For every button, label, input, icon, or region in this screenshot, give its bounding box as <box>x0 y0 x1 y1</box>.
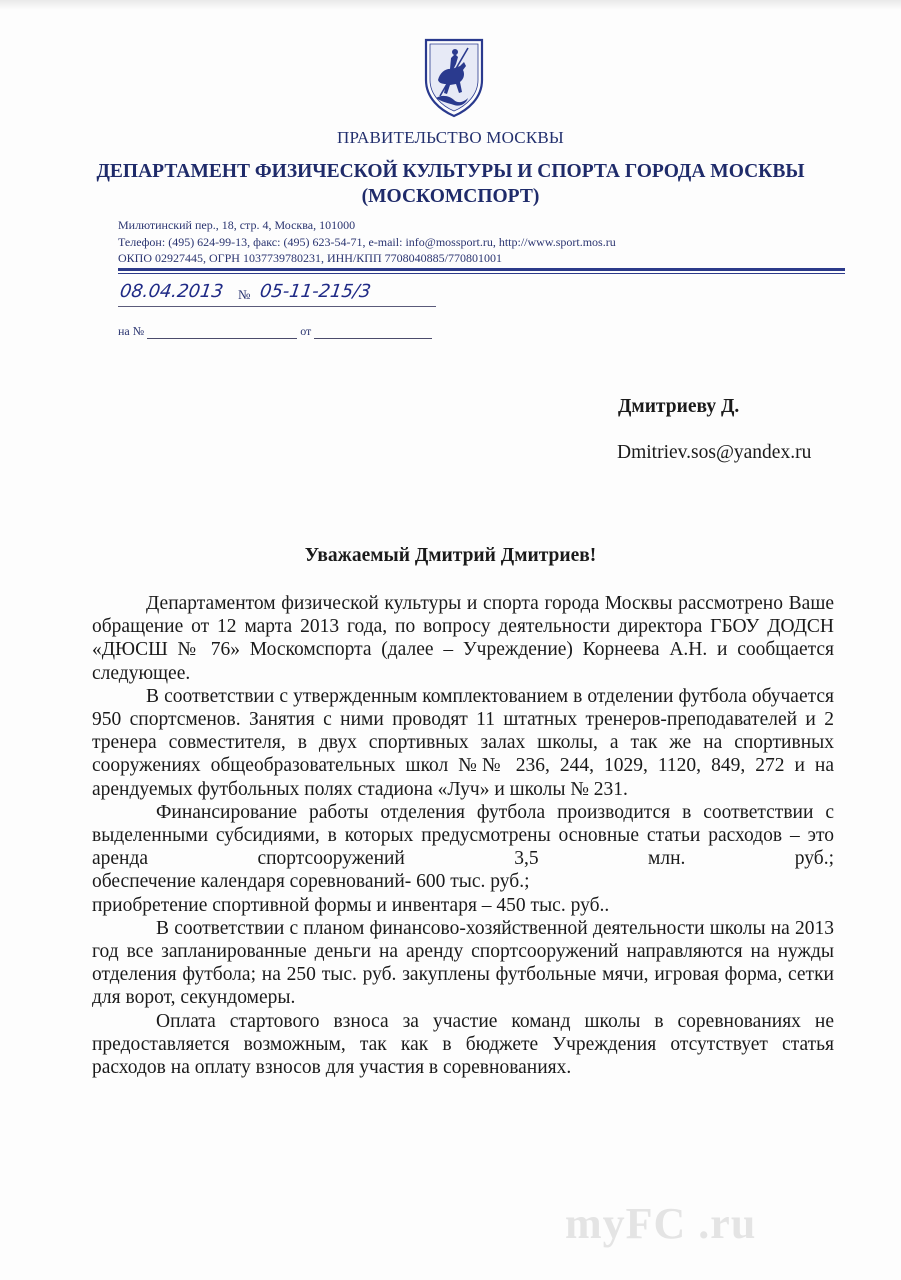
reference-line <box>118 324 432 339</box>
paragraph: Оплата стартового взноса за участие команд школы в соревнованиях не предоставляется возможным, так как в бюджете Учреждения отсутствует статья расходов на оплату взносов для участия в соревнованиях. <box>92 1010 834 1079</box>
reference-from: от <box>300 324 312 338</box>
department-name <box>0 159 901 209</box>
contact-details <box>118 217 616 267</box>
letterhead-divider-thick <box>118 268 845 271</box>
registration-line <box>118 281 438 307</box>
registration-underline <box>118 306 436 307</box>
reference-prefix: на № <box>118 324 145 338</box>
registration-date: 08.04.2013 <box>118 281 225 302</box>
address-line: Милютинский пер., 18, стр. 4, Москва, 101000 <box>118 218 356 232</box>
paragraph: В соответствии с утвержденным комплектованием в отделении футбола обучается 950 спортсменов. Занятия с ними проводят 11 штатных тренеров-преподавателей и 2 тренера совместителя, в двух спортивных залах школы, а так же на спортивных сооружениях общеобразовательных школ №№ 236, 244, 1029, 1120, 849, 272 и на арендуемых футбольных полях стадиона «Луч» и школы № 231. <box>92 685 834 800</box>
site-watermark: myFC .ru <box>565 1199 757 1248</box>
registration-number-mark: № <box>238 287 251 302</box>
scan-edge <box>0 0 901 10</box>
department-name-line2: (МОСКОМСПОРТ) <box>361 186 540 207</box>
recipient-email: Dmitriev.sos@yandex.ru <box>617 442 812 463</box>
letter-body <box>92 592 834 1079</box>
department-name-line1: ДЕПАРТАМЕНТ ФИЗИЧЕСКОЙ КУЛЬТУРЫ И СПОРТА ГОРОДА МОСКВЫ <box>96 161 805 182</box>
greeting: Уважаемый Дмитрий Дмитриев! <box>304 545 597 566</box>
paragraph: обеспечение календаря соревнований- 600 тыс. руб.; <box>92 871 530 893</box>
paragraph: В соответствии с планом финансово-хозяйственной деятельности школы на 2013 год все запланированные деньги на аренду спортсооружений направляются на нужды отделения футбола; на 250 тыс. руб. закуплены футбольные мячи, игровая форма, сетки для ворот, секундомеры. <box>92 917 834 1009</box>
reference-number-blank <box>147 326 297 339</box>
letterhead-divider-thin <box>118 273 845 274</box>
reference-date-blank <box>314 326 432 339</box>
paragraph: приобретение спортивной формы и инвентаря – 450 тыс. руб.. <box>92 894 610 916</box>
recipient-name: Дмитриеву Д. <box>618 396 740 417</box>
paragraph: Финансирование работы отделения футбола производится в соответствии с выделенными субсидиями, в которых предусмотрены основные статьи расходов – это аренда спортсооружений 3,5 млн. руб.; <box>92 801 834 870</box>
paragraph: Департаментом физической культуры и спорта города Москвы рассмотрено Ваше обращение от 12 марта 2013 года, по вопросу деятельности директора ГБОУ ДОДСН «ДЮСШ № 76» Москомспорта (далее – Учреждение) Корнеева А.Н. и сообщается следующее. <box>92 593 834 684</box>
registration-number: 05-11-215/3 <box>258 281 373 302</box>
government-name: ПРАВИТЕЛЬСТВО МОСКВЫ <box>337 128 564 147</box>
moscow-coat-of-arms-icon <box>420 36 488 118</box>
codes-line: ОКПО 02927445, ОГРН 1037739780231, ИНН/КПП 7708040885/770801001 <box>118 251 502 265</box>
phone-line: Телефон: (495) 624-99-13, факс: (495) 623-54-71, e-mail: info@mossport.ru, http://www.sport.mos.ru <box>118 234 616 249</box>
